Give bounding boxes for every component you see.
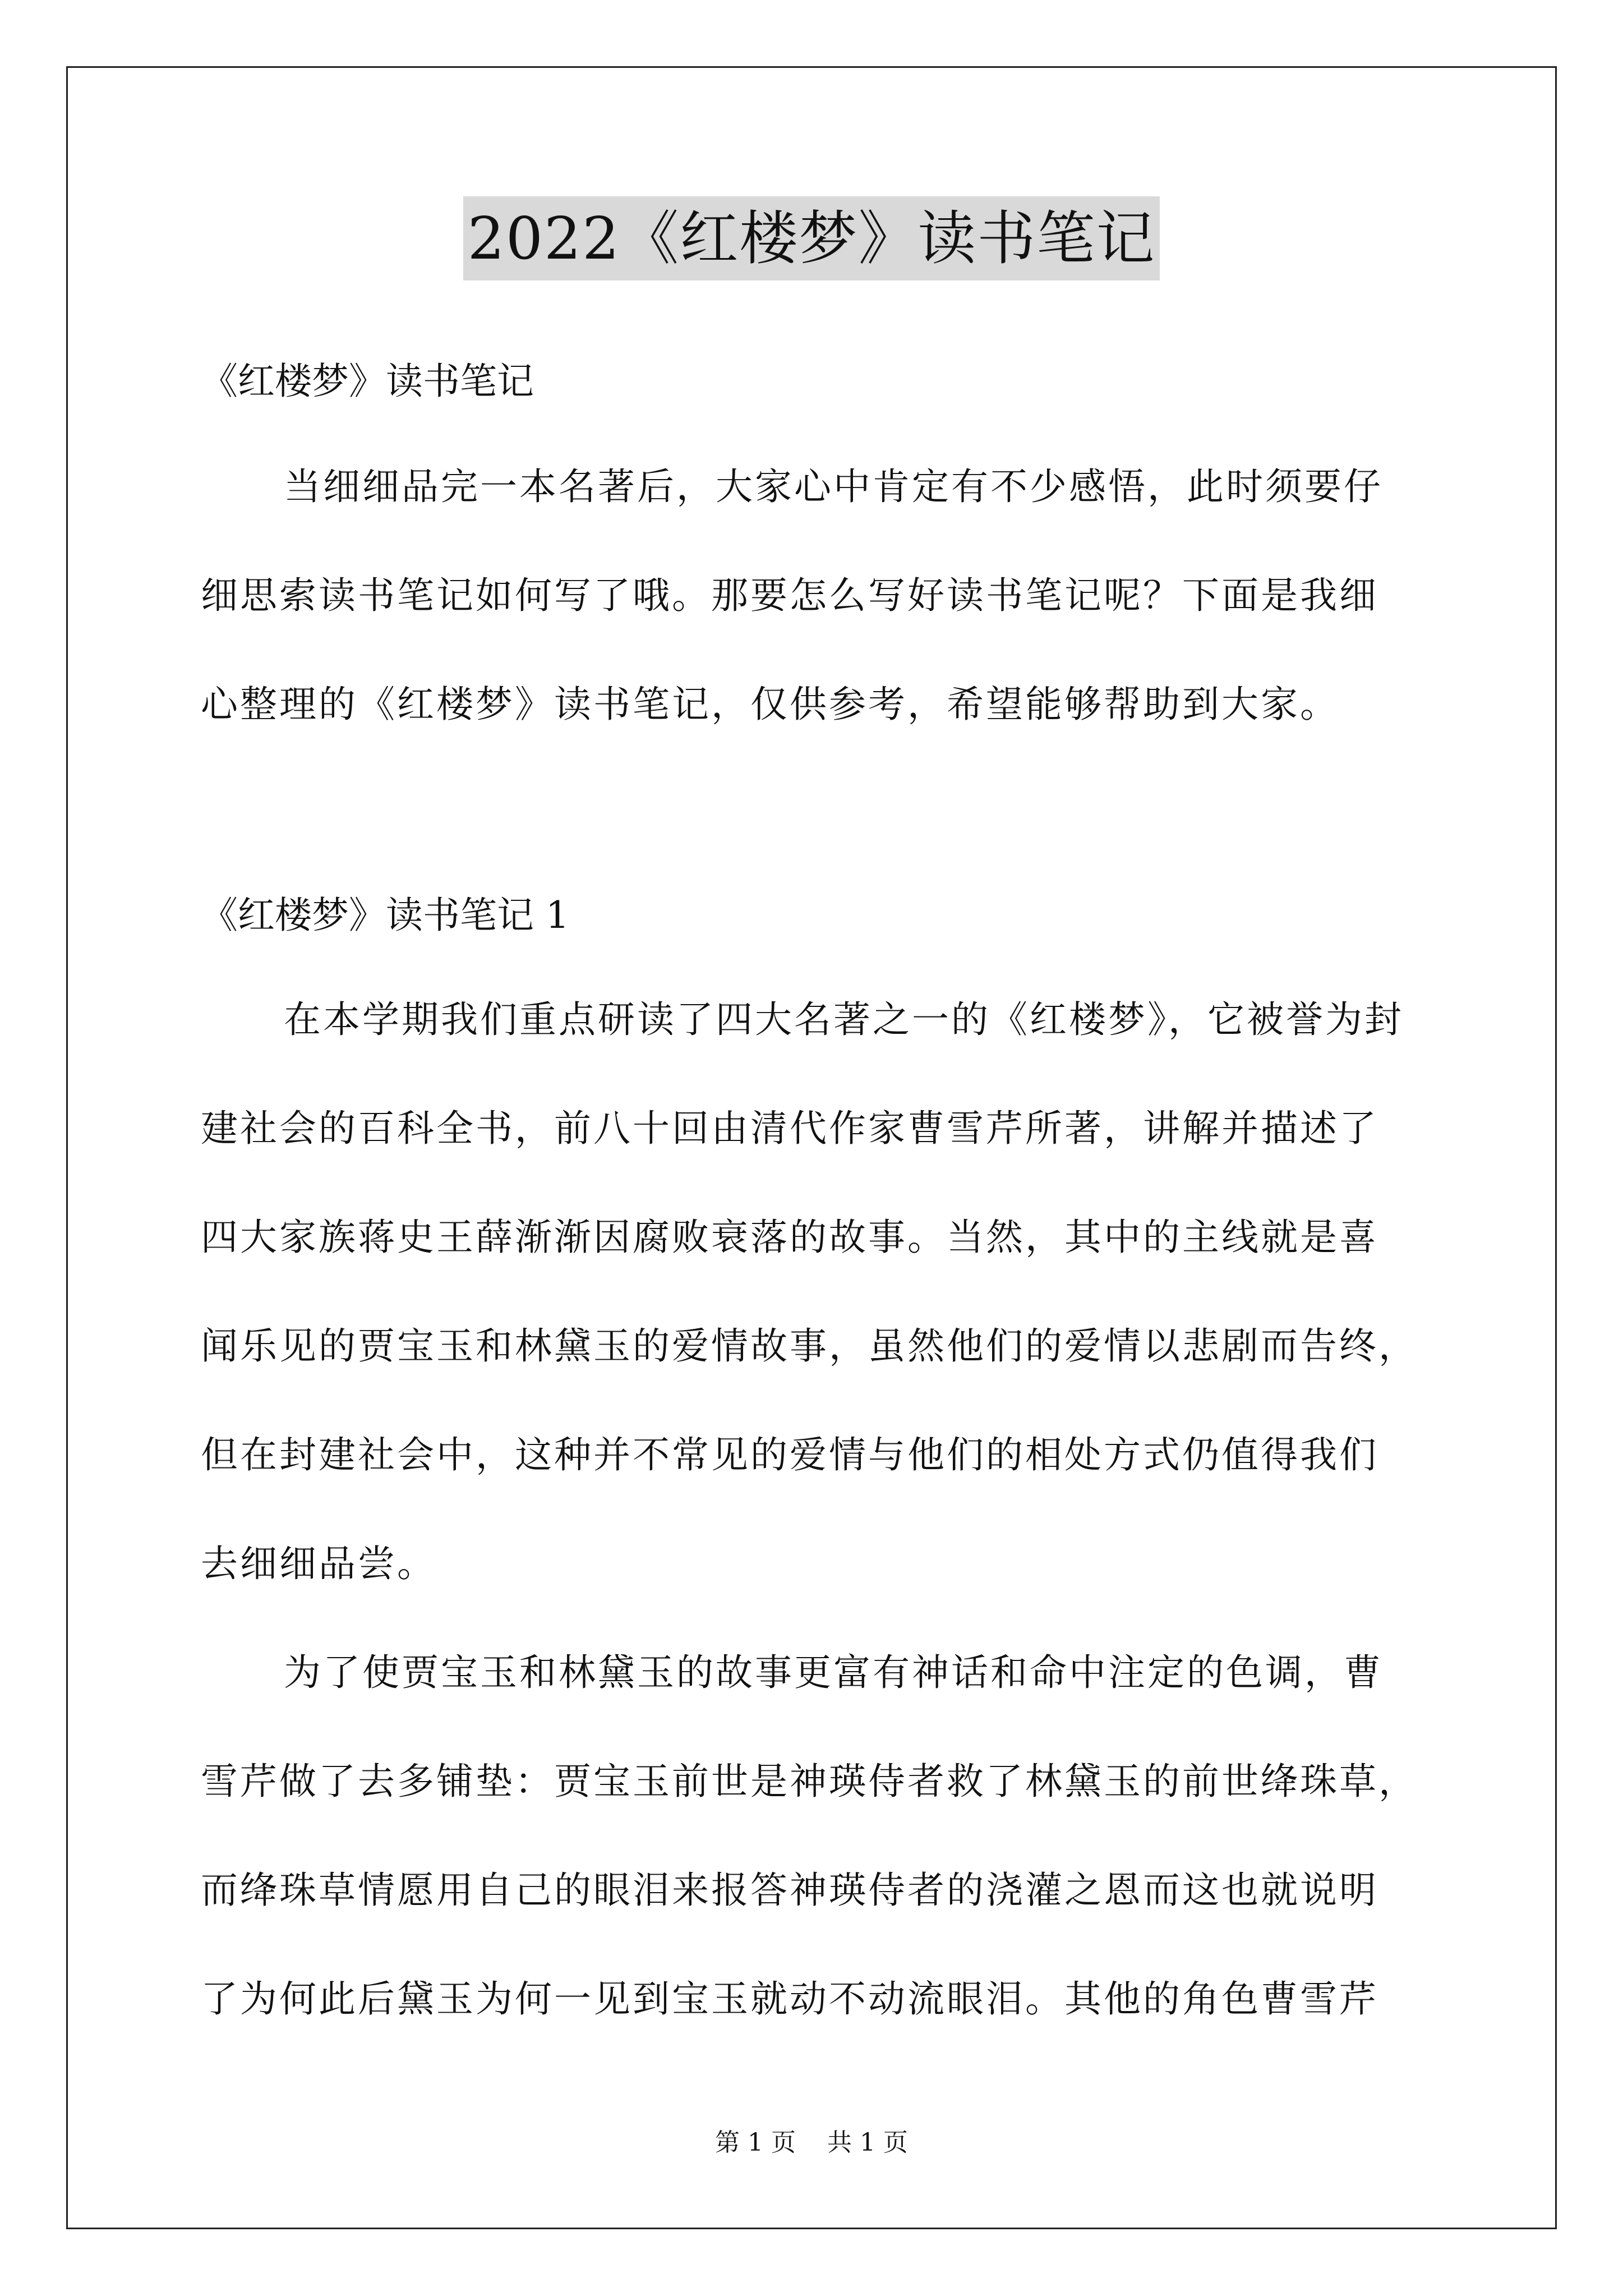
paragraph-line: 但在封建社会中，这种并不常见的爱情与他们的相处方式仍值得我们 [201,1433,1378,1476]
section-heading: 《红楼梦》读书笔记 1 [201,894,569,937]
paragraph-line: 雪芹做了去多铺垫：贾宝玉前世是神瑛侍者救了林黛玉的前世绛珠草， [201,1760,1418,1803]
intro-line: 心整理的《红楼梦》读书笔记，仅供参考，希望能够帮助到大家。 [201,683,1339,726]
paragraph-line: 在本学期我们重点研读了四大名著之一的《红楼梦》，它被誉为封 [284,998,1404,1041]
intro-line: 当细细品完一本名著后，大家心中肯定有不少感悟，此时须要仔 [284,465,1383,508]
document-title: 2022《红楼梦》读书笔记 [463,196,1160,280]
paragraph-line: 了为何此后黛玉为何一见到宝玉就动不动流眼泪。其他的角色曹雪芹 [201,1977,1378,2021]
intro-heading: 《红楼梦》读书笔记 [201,360,534,403]
paragraph-line: 四大家族蒋史王薛渐渐因腐败衰落的故事。当然，其中的主线就是喜 [201,1216,1378,1259]
paragraph-line: 而绛珠草情愿用自己的眼泪来报答神瑛侍者的浇灌之恩而这也就说明 [201,1869,1378,1912]
title-wrap [0,196,1623,280]
paragraph-line: 为了使贾宝玉和林黛玉的故事更富有神话和命中注定的色调，曹 [284,1651,1383,1694]
paragraph-line: 建社会的百科全书，前八十回由清代作家曹雪芹所著，讲解并描述了 [201,1107,1378,1150]
intro-line: 细思索读书笔记如何写了哦。那要怎么写好读书笔记呢？下面是我细 [201,574,1378,617]
paragraph-line: 去细细品尝。 [201,1542,436,1585]
page-footer: 第 1 页 共 1 页 [715,2128,908,2157]
paragraph-line: 闻乐见的贾宝玉和林黛玉的爱情故事，虽然他们的爱情以悲剧而告终， [201,1324,1418,1368]
